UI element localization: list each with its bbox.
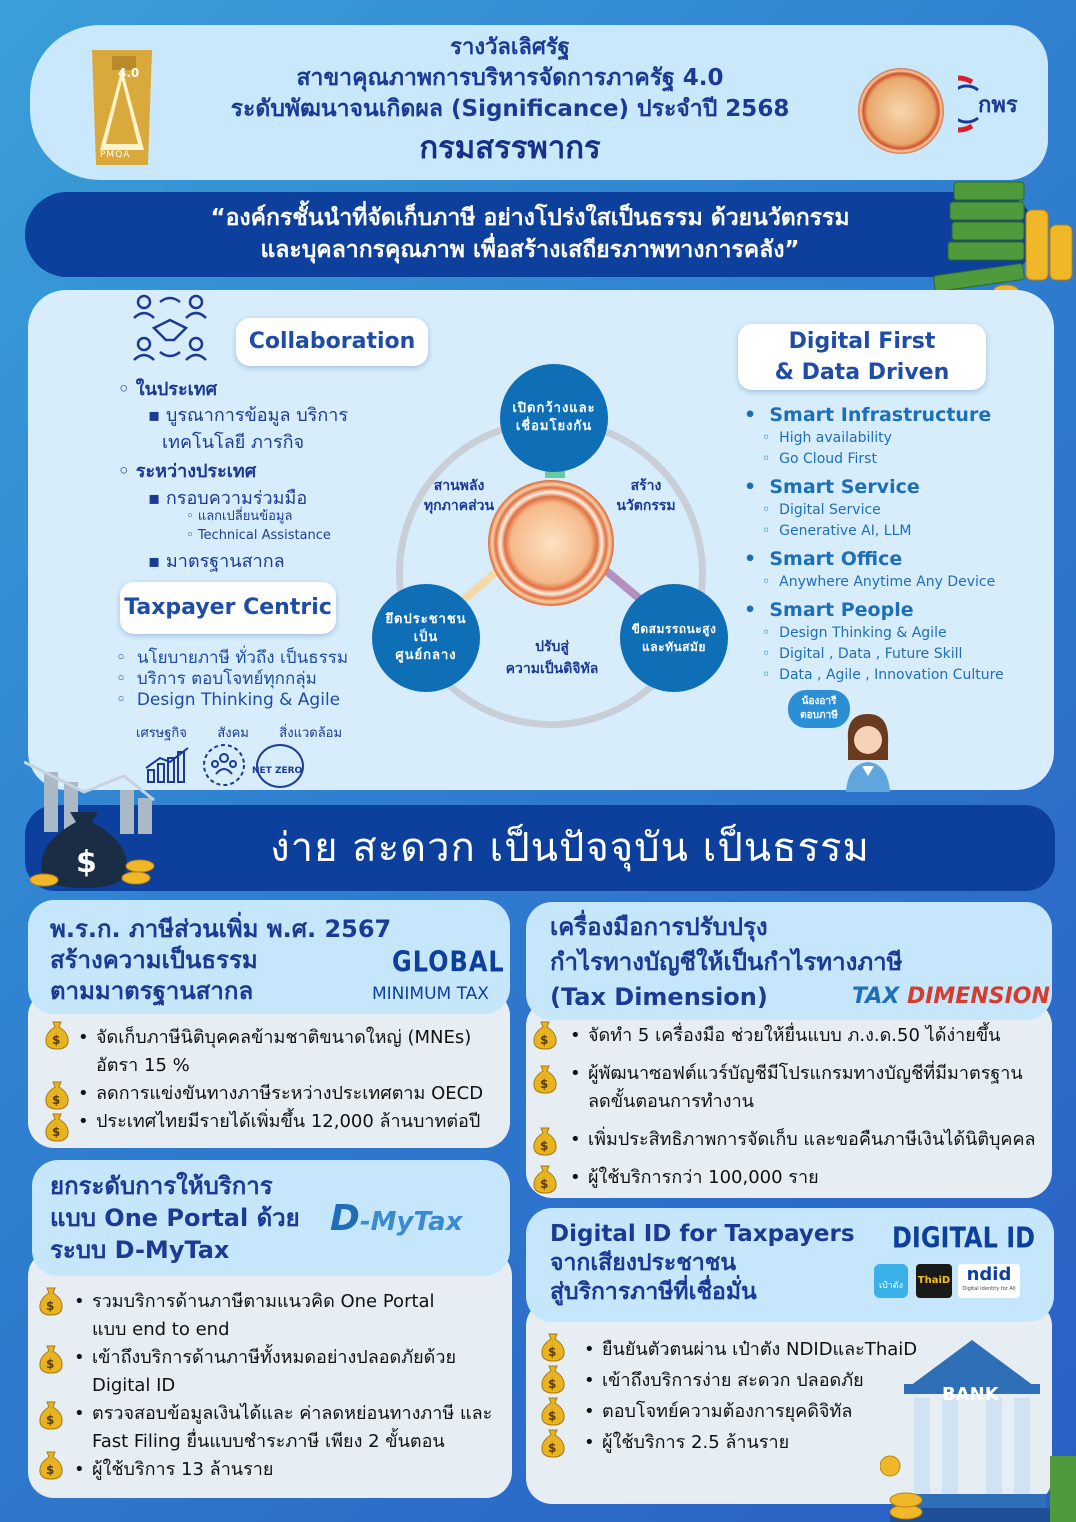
smart-infrastructure-items: ◦ High availability ◦ Go Cloud First	[762, 430, 892, 467]
gmt-title-line2: สร้างความเป็นธรรม	[50, 946, 258, 974]
taxdim-bullets	[566, 1022, 1046, 1192]
tax-dimension-badge	[852, 984, 1050, 1009]
label-left-line2: ทุกภาคส่วน	[423, 498, 495, 514]
header-title	[200, 32, 820, 171]
smart-service-item-2: Generative AI, LLM	[779, 523, 912, 539]
framework-item: ▪ กรอบความร่วมมือ	[148, 488, 308, 509]
dmytax-bullet-1-line1: รวมบริการด้านภาษีตามแนวคิด One Portal	[92, 1291, 435, 1312]
node-right-line1: ขีดสมรรถนะสูง	[631, 622, 717, 636]
society-people-icon	[200, 742, 248, 788]
digitalid-money-bag-icon-3	[540, 1396, 566, 1426]
gmt-bullet-2-line1: ลดการแข่งขันทางภาษีระหว่างประเทศตาม OECD	[96, 1083, 484, 1104]
bank-label: BANK	[942, 1384, 999, 1405]
digital-first-line1: Digital First	[788, 329, 936, 354]
svg-text:$: $	[540, 1033, 549, 1047]
svg-text:$: $	[52, 1033, 61, 1047]
taxdim-title-line1: เครื่องมือการปรับปรุง	[550, 913, 768, 941]
svg-text:$: $	[46, 1463, 55, 1477]
taxdim-bullet-4	[566, 1164, 1046, 1192]
ndid-caption: Digital Identity for All	[962, 1286, 1016, 1292]
dmytax-bullet-3-line1: ตรวจสอบข้อมูลเงินได้และ ค่าลดหย่อนทางภาษี และ	[92, 1403, 493, 1424]
header-line3: ระดับพัฒนาจนเกิดผล (Significance) ประจำปี 2568	[230, 96, 790, 122]
department-name: กรมสรรพากร	[419, 130, 601, 166]
svg-text:$: $	[46, 1357, 55, 1371]
label-synergy	[414, 476, 504, 516]
mascot-bubble-line2: ตอบภาษี	[800, 710, 838, 721]
pillar-economy: เศรษฐกิจ	[136, 726, 187, 741]
international-label: ระหว่างประเทศ	[135, 461, 257, 482]
international-heading: ◦ ระหว่างประเทศ	[118, 461, 257, 482]
digitalid-money-bag-icon-1	[540, 1332, 566, 1362]
taxpayer-item-3: Design Thinking & Agile	[136, 690, 341, 710]
node-citizen-centric	[372, 584, 480, 692]
taxpayer-centric-pill: Taxpayer Centric	[120, 582, 336, 634]
gmt-money-bag-icon-3	[44, 1112, 70, 1142]
svg-text:$: $	[548, 1409, 557, 1423]
collaboration-handshake-icon	[130, 292, 210, 362]
header-line1: รางวัลเลิศรัฐ	[450, 35, 570, 60]
gmt-bullet-3	[74, 1108, 504, 1136]
svg-text:$: $	[540, 1177, 549, 1191]
taxdim-bullet-4-line1: ผู้ใช้บริการกว่า 100,000 ราย	[588, 1167, 819, 1188]
svg-text:$: $	[548, 1441, 557, 1455]
smart-people-item-2: Digital , Data , Future Skill	[779, 646, 963, 662]
gmt-bullet-2	[74, 1080, 504, 1108]
label-digital-transform	[494, 636, 610, 680]
dmytax-money-bag-icon-1	[38, 1286, 64, 1316]
node-top-line1: เปิดกว้างและ	[512, 401, 596, 416]
gmt-title-line1: พ.ร.ก. ภาษีส่วนเพิ่ม พ.ศ. 2567	[50, 915, 392, 943]
tax-dimension-badge-b: DIMENSION	[906, 984, 1050, 1009]
award-badge-number: 4.0	[118, 66, 140, 80]
node-left-line3: ศูนย์กลาง	[395, 648, 457, 663]
dmytax-bullet-4	[70, 1456, 506, 1484]
digital-first-line2: & Data Driven	[774, 360, 950, 385]
gmt-bullets	[74, 1024, 504, 1136]
vision-banner	[25, 192, 1035, 277]
node-high-performance	[620, 584, 728, 692]
taxpayer-item-2: บริการ ตอบโจทย์ทุกกลุ่ม	[136, 669, 317, 689]
gmt-bullet-1	[74, 1024, 504, 1080]
smart-infrastructure-item-2: Go Cloud First	[779, 451, 877, 467]
taxpayer-item-1: นโยบายภาษี ทั่วถึง เป็นธรรม	[136, 648, 349, 668]
gmt-bullet-3-line1: ประเทศไทยมีรายได้เพิ่มขึ้น 12,000 ล้านบาทต่อปี	[96, 1111, 481, 1132]
dmytax-bullet-2-line1: เข้าถึงบริการด้านภาษีทั้งหมดอย่างปลอดภัยด้วย	[92, 1347, 456, 1368]
dmytax-bullets	[70, 1288, 506, 1484]
pillar-society: สังคม	[217, 726, 249, 741]
opdc-logo-icon	[958, 74, 1036, 134]
collaboration-pill: Collaboration	[236, 318, 428, 366]
mascot-girl-icon	[836, 710, 896, 792]
standard-label: มาตรฐานสากล	[165, 551, 285, 572]
net-zero-label: NET ZERO	[252, 766, 303, 776]
mascot-bubble-line1: น้องอารี	[801, 696, 837, 707]
dmytax-title-line2: แบบ One Portal ด้วย	[50, 1204, 300, 1232]
taxdim-bullet-2	[566, 1060, 1046, 1116]
thaid-logo-icon: ThaiD	[916, 1264, 952, 1298]
pillar-labels	[136, 722, 342, 743]
framework-sub-2: Technical Assistance	[197, 528, 331, 543]
bank-building-icon	[880, 1336, 1076, 1522]
node-left-line2: เป็น	[413, 630, 439, 645]
digital-first-pill	[738, 324, 986, 390]
digitalid-money-bag-icon-2	[540, 1364, 566, 1394]
digitalid-bullet-4-line1: ผู้ใช้บริการ 2.5 ล้านราย	[602, 1432, 790, 1453]
svg-text:$: $	[52, 1125, 61, 1139]
label-innovation	[606, 476, 686, 516]
svg-text:$: $	[76, 845, 97, 880]
dmytax-logo	[330, 1198, 462, 1239]
svg-text:$: $	[52, 1093, 61, 1107]
framework-subitems: ◦ แลกเปลี่ยนข้อมูล ◦ Technical Assistance	[186, 509, 331, 543]
label-right-line2: นวัตกรรม	[616, 498, 676, 514]
node-left-line1: ยึดประชาชน	[385, 612, 467, 627]
framework-label: กรอบความร่วมมือ	[165, 488, 308, 509]
taxpayer-centric-list: ◦ นโยบายภาษี ทั่วถึง เป็นธรรม ◦ บริการ ตอบโจทย์ทุกกลุ่ม ◦ Design Thinking & Agile	[116, 648, 349, 710]
label-bottom-line2: ความเป็นดิจิทัล	[505, 661, 599, 677]
pillar-environment: สิ่งแวดล้อม	[279, 726, 343, 741]
digitalid-bullet-2-line1: เข้าถึงบริการง่าย สะดวก ปลอดภัย	[602, 1370, 864, 1391]
dmytax-logo-d: D	[330, 1198, 360, 1239]
smart-people: • Smart People	[744, 599, 914, 621]
tax-dimension-badge-a: TAX	[852, 984, 900, 1009]
dmytax-bullet-1-line2: แบบ end to end	[92, 1319, 230, 1340]
motto-banner: ง่าย สะดวก เป็นปัจจุบัน เป็นธรรม	[25, 805, 1055, 891]
taxdim-money-bag-icon-1	[532, 1020, 558, 1050]
dmytax-title-line3: ระบบ D-MyTax	[50, 1236, 230, 1264]
digitalid-title-line2: จากเสียงประชาชน	[550, 1250, 737, 1276]
header-line2: สาขาคุณภาพการบริหารจัดการภาครัฐ 4.0	[296, 65, 724, 91]
gmt-badge-minimum-tax: MINIMUM TAX	[372, 984, 489, 1004]
digitalid-bullet-1-line1: ยืนยันตัวตนผ่าน เป๋าตัง NDIDและThaiD	[602, 1339, 918, 1360]
svg-text:$: $	[548, 1377, 557, 1391]
taxdim-money-bag-icon-4	[532, 1164, 558, 1194]
smart-office: • Smart Office	[744, 548, 903, 570]
taxdim-bullet-3-line1: เพิ่มประสิทธิภาพการจัดเก็บ และขอคืนภาษีเงินได้นิติบุคคล	[588, 1129, 1036, 1150]
taxdim-money-bag-icon-3	[532, 1126, 558, 1156]
taxdim-title-line2: กำไรทางบัญชีให้เป็นกำไรทางภาษี	[550, 948, 903, 976]
dmytax-bullet-3-line2: Fast Filing ยื่นแบบชำระภาษี เพียง 2 ขั้นตอน	[92, 1431, 445, 1452]
digitalid-title-line3: สู่บริการภาษีที่เชื่อมั่น	[550, 1279, 757, 1305]
gmt-bullet-1-line1: จัดเก็บภาษีนิติบุคคลข้ามชาติขนาดใหญ่ (MNEs)	[96, 1027, 472, 1048]
smart-office-label: Smart Office	[769, 548, 903, 570]
award-badge-caption: PMQA	[100, 150, 131, 160]
taxdim-bullet-2-line2: ลดขั้นตอนการทำงาน	[588, 1091, 754, 1112]
node-top-line2: เชื่อมโยงกัน	[515, 419, 593, 434]
label-bottom-line1: ปรับสู่	[535, 639, 569, 655]
dmytax-bullet-2	[70, 1344, 506, 1400]
money-stack-icon	[926, 170, 1076, 305]
paotang-logo-icon: เป๋าตัง	[874, 1264, 908, 1298]
svg-text:$: $	[548, 1345, 557, 1359]
taxdim-title-line3: (Tax Dimension)	[550, 983, 768, 1011]
taxdim-money-bag-icon-2	[532, 1064, 558, 1094]
gmt-money-bag-icon-2	[44, 1080, 70, 1110]
dmytax-money-bag-icon-2	[38, 1344, 64, 1374]
domestic-item-line1: บูรณาการข้อมูล บริการ	[165, 405, 348, 426]
domestic-heading: ◦ ในประเทศ	[118, 379, 218, 400]
dmytax-bullet-1	[70, 1288, 506, 1344]
smart-people-items: ◦ Design Thinking & Agile ◦ Digital , Data , Future Skill ◦ Data , Agile , Innovation Culture	[762, 625, 1004, 683]
digitalid-title-line1: Digital ID for Taxpayers	[550, 1221, 855, 1247]
dmytax-title-line1: ยกระดับการให้บริการ	[50, 1172, 273, 1200]
domestic-item: ▪ บูรณาการข้อมูล บริการ เทคโนโลยี ภารกิจ	[148, 405, 348, 453]
smart-service-items: ◦ Digital Service ◦ Generative AI, LLM	[762, 502, 912, 539]
node-open-connected	[500, 364, 608, 472]
dmytax-bullet-2-line2: Digital ID	[92, 1375, 176, 1396]
label-left-line1: สานพลัง	[433, 478, 485, 494]
label-right-line1: สร้าง	[630, 478, 662, 494]
smart-infrastructure: • Smart Infrastructure	[744, 404, 992, 426]
taxdim-bullet-2-line1: ผู้พัฒนาซอฟต์แวร์บัญชีมีโปรแกรมทางบัญชีที่มีมาตรฐาน	[588, 1063, 1023, 1084]
opdc-logo-text: กพร	[978, 93, 1018, 118]
smart-infrastructure-label: Smart Infrastructure	[769, 404, 992, 426]
taxdim-bullet-3	[566, 1126, 1046, 1154]
framework-sub-1: แลกเปลี่ยนข้อมูล	[197, 509, 293, 524]
ndid-logo-text: ndid	[966, 1264, 1012, 1285]
svg-text:$: $	[540, 1077, 549, 1091]
gmt-badge-global: GLOBAL	[392, 945, 505, 979]
revenue-department-seal-icon	[858, 68, 944, 154]
smart-infrastructure-item-1: High availability	[779, 430, 892, 446]
dmytax-money-bag-icon-4	[38, 1450, 64, 1480]
svg-text:$: $	[540, 1139, 549, 1153]
gmt-money-bag-icon-1	[44, 1020, 70, 1050]
revenue-department-center-seal-icon	[488, 480, 614, 606]
dmytax-logo-rest: -MyTax	[359, 1207, 463, 1237]
svg-text:$: $	[46, 1299, 55, 1313]
digitalid-money-bag-icon-4	[540, 1428, 566, 1458]
smart-service: • Smart Service	[744, 476, 920, 498]
vision-line2: และบุคลากรคุณภาพ เพื่อสร้างเสถียรภาพทางการคลัง”	[260, 237, 800, 263]
smart-people-item-3: Data , Agile , Innovation Culture	[779, 667, 1004, 683]
digital-first-list	[744, 402, 1004, 686]
gmt-bullet-1-line2: อัตรา 15 %	[96, 1055, 190, 1076]
money-bag-icon	[24, 752, 159, 892]
dmytax-money-bag-icon-3	[38, 1400, 64, 1430]
dmytax-bullet-4-line1: ผู้ใช้บริการ 13 ล้านราย	[92, 1459, 274, 1480]
digitalid-bullet-3-line1: ตอบโจทย์ความต้องการยุคดิจิทัล	[602, 1401, 853, 1422]
domestic-label: ในประเทศ	[135, 379, 218, 400]
digital-id-badge: DIGITAL ID	[892, 1221, 1036, 1255]
smart-people-label: Smart People	[769, 599, 914, 621]
smart-office-item-1: Anywhere Anytime Any Device	[779, 574, 996, 590]
svg-text:$: $	[46, 1413, 55, 1427]
smart-office-items: ◦ Anywhere Anytime Any Device	[762, 574, 996, 590]
smart-service-label: Smart Service	[769, 476, 920, 498]
dmytax-bullet-3	[70, 1400, 506, 1456]
vision-line1: “องค์กรชั้นนำที่จัดเก็บภาษี อย่างโปร่งใสเป็นธรรม ด้วยนวัตกรรม	[210, 205, 850, 231]
smart-service-item-1: Digital Service	[779, 502, 881, 518]
ndid-logo-icon	[958, 1264, 1020, 1298]
node-right-line2: และทันสมัย	[642, 640, 706, 654]
gmt-title-line3: ตามมาตรฐานสากล	[50, 977, 254, 1005]
standard-item: ▪ มาตรฐานสากล	[148, 551, 285, 572]
taxdim-bullet-1-line1: จัดทำ 5 เครื่องมือ ช่วยให้ยื่นแบบ ภ.ง.ด.50 ได้ง่ายขึ้น	[588, 1025, 1001, 1046]
domestic-item-line2: เทคโนโลยี ภารกิจ	[162, 432, 305, 453]
smart-people-item-1: Design Thinking & Agile	[779, 625, 947, 641]
taxdim-bullet-1	[566, 1022, 1046, 1050]
